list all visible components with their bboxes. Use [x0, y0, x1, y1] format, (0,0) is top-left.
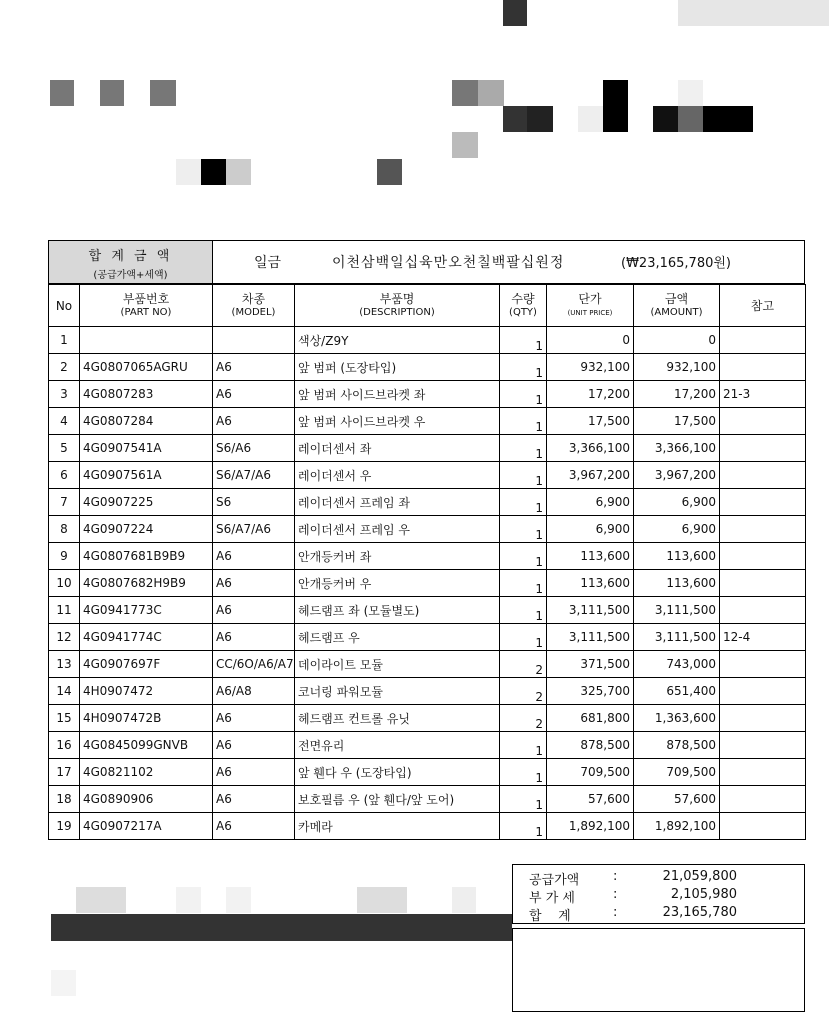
- note-cell: [720, 597, 806, 624]
- unit-price-cell: 57,600: [547, 786, 634, 813]
- redaction-block: [452, 80, 478, 106]
- redaction-block: [226, 159, 251, 185]
- model-cell: A6: [213, 624, 295, 651]
- model-cell: A6: [213, 786, 295, 813]
- note-cell: [720, 786, 806, 813]
- row-number-cell: 9: [49, 543, 80, 570]
- part-number-cell: 4G0807681B9B9: [80, 543, 213, 570]
- part-number-cell: [80, 327, 213, 354]
- amount-cell: 651,400: [634, 678, 720, 705]
- quantity-cell: 1: [500, 624, 547, 651]
- header-unit-price: 단가 (UNIT PRICE): [547, 285, 634, 327]
- header-model: 차종 (MODEL): [213, 285, 295, 327]
- redaction-block: [100, 80, 124, 106]
- part-number-cell: 4G0907541A: [80, 435, 213, 462]
- amount-cell: 1,892,100: [634, 813, 720, 840]
- redaction-block: [357, 887, 407, 913]
- table-header-row: [49, 285, 806, 327]
- redaction-block: [678, 0, 829, 26]
- description-cell: 레이더센서 프레임 우: [295, 516, 500, 543]
- part-number-cell: 4G0907224: [80, 516, 213, 543]
- model-cell: S6/A6: [213, 435, 295, 462]
- model-cell: A6: [213, 381, 295, 408]
- unit-price-cell: 17,200: [547, 381, 634, 408]
- row-number-cell: 10: [49, 570, 80, 597]
- table-row: [49, 651, 806, 678]
- table-row: [49, 489, 806, 516]
- row-number-cell: 11: [49, 597, 80, 624]
- redaction-block: [176, 159, 201, 185]
- redaction-block: [703, 106, 753, 132]
- parts-table: [48, 284, 806, 840]
- redaction-block: [478, 80, 504, 106]
- row-number-cell: 12: [49, 624, 80, 651]
- lower-empty-box: [512, 928, 805, 1012]
- part-number-cell: 4G0807065AGRU: [80, 354, 213, 381]
- model-cell: A6: [213, 813, 295, 840]
- part-number-cell: 4G0845099GNVB: [80, 732, 213, 759]
- note-cell: [720, 516, 806, 543]
- note-cell: [720, 678, 806, 705]
- colon: :: [613, 887, 618, 902]
- description-cell: 헤드램프 좌 (모듈별도): [295, 597, 500, 624]
- note-cell: [720, 813, 806, 840]
- row-number-cell: 8: [49, 516, 80, 543]
- header-amount: 금액 (AMOUNT): [634, 285, 720, 327]
- part-number-cell: 4G0941774C: [80, 624, 213, 651]
- model-cell: A6: [213, 570, 295, 597]
- model-cell: A6/A8: [213, 678, 295, 705]
- table-row: [49, 327, 806, 354]
- model-cell: A6: [213, 354, 295, 381]
- model-cell: CC/6O/A6/A7: [213, 651, 295, 678]
- unit-price-cell: 6,900: [547, 516, 634, 543]
- amount-cell: 6,900: [634, 516, 720, 543]
- description-cell: 색상/Z9Y: [295, 327, 500, 354]
- note-cell: [720, 327, 806, 354]
- redaction-bar: [51, 914, 512, 941]
- row-number-cell: 18: [49, 786, 80, 813]
- amount-prefix: 일금: [254, 255, 282, 271]
- table-row: [49, 759, 806, 786]
- description-cell: 앞 휀다 우 (도장타입): [295, 759, 500, 786]
- table-row: [49, 408, 806, 435]
- grand-total-label: 합 계: [529, 909, 571, 924]
- redaction-block: [653, 106, 678, 132]
- unit-price-cell: 6,900: [547, 489, 634, 516]
- model-cell: S6/A7/A6: [213, 516, 295, 543]
- quantity-cell: 1: [500, 786, 547, 813]
- row-number-cell: 7: [49, 489, 80, 516]
- header-description: 부품명 (DESCRIPTION): [295, 285, 500, 327]
- quantity-cell: 2: [500, 705, 547, 732]
- model-cell: A6: [213, 759, 295, 786]
- redaction-block: [226, 887, 251, 913]
- description-cell: 전면유리: [295, 732, 500, 759]
- table-row: [49, 516, 806, 543]
- table-row: [49, 435, 806, 462]
- quantity-cell: 1: [500, 516, 547, 543]
- row-number-cell: 3: [49, 381, 80, 408]
- redaction-block: [51, 970, 76, 996]
- part-number-cell: 4G0807284: [80, 408, 213, 435]
- grand-total-value: 23,165,780: [662, 905, 737, 920]
- row-number-cell: 15: [49, 705, 80, 732]
- unit-price-cell: 932,100: [547, 354, 634, 381]
- header-no: No: [49, 285, 80, 327]
- table-row: [49, 381, 806, 408]
- amount-cell: 17,500: [634, 408, 720, 435]
- note-cell: [720, 543, 806, 570]
- unit-price-cell: 1,892,100: [547, 813, 634, 840]
- table-row: [49, 354, 806, 381]
- table-row: [49, 543, 806, 570]
- note-cell: [720, 408, 806, 435]
- header-note: 참고: [720, 285, 806, 327]
- colon: :: [613, 869, 618, 884]
- unit-price-cell: 371,500: [547, 651, 634, 678]
- part-number-cell: 4H0907472: [80, 678, 213, 705]
- redaction-block: [678, 106, 703, 132]
- amount-cell: 878,500: [634, 732, 720, 759]
- description-cell: 앞 범퍼 사이드브라켓 우: [295, 408, 500, 435]
- quantity-cell: 1: [500, 381, 547, 408]
- table-row: [49, 813, 806, 840]
- description-cell: 헤드램프 컨트롤 유닛: [295, 705, 500, 732]
- description-cell: 데이라이트 모듈: [295, 651, 500, 678]
- supply-value: 21,059,800: [662, 869, 737, 884]
- note-cell: 12-4: [720, 624, 806, 651]
- part-number-cell: 4G0807682H9B9: [80, 570, 213, 597]
- description-cell: 레이더센서 프레임 좌: [295, 489, 500, 516]
- quantity-cell: 1: [500, 354, 547, 381]
- redaction-block: [578, 106, 603, 132]
- amount-in-won: (₩23,165,780원): [621, 256, 731, 271]
- colon: :: [613, 905, 618, 920]
- part-number-cell: 4G0890906: [80, 786, 213, 813]
- model-cell: S6/A7/A6: [213, 462, 295, 489]
- redaction-block: [377, 159, 402, 185]
- description-cell: 레이더센서 우: [295, 462, 500, 489]
- amount-cell: 932,100: [634, 354, 720, 381]
- unit-price-cell: 17,500: [547, 408, 634, 435]
- redaction-block: [527, 106, 553, 132]
- note-cell: [720, 570, 806, 597]
- total-label: 합 계 금 액: [88, 249, 173, 264]
- part-number-cell: 4G0941773C: [80, 597, 213, 624]
- vat-value: 2,105,980: [670, 887, 737, 902]
- note-cell: [720, 354, 806, 381]
- row-number-cell: 1: [49, 327, 80, 354]
- note-cell: [720, 732, 806, 759]
- amount-cell: 0: [634, 327, 720, 354]
- quantity-cell: 1: [500, 327, 547, 354]
- table-row: [49, 786, 806, 813]
- redaction-block: [150, 80, 176, 106]
- amount-in-words: 이천삼백일십육만오천칠백팔십원정: [332, 255, 565, 271]
- row-number-cell: 16: [49, 732, 80, 759]
- redaction-block: [50, 80, 74, 106]
- row-number-cell: 4: [49, 408, 80, 435]
- quantity-cell: 1: [500, 813, 547, 840]
- model-cell: A6: [213, 543, 295, 570]
- amount-cell: 17,200: [634, 381, 720, 408]
- amount-cell: 6,900: [634, 489, 720, 516]
- header-part-no: 부품번호 (PART NO): [80, 285, 213, 327]
- model-cell: A6: [213, 597, 295, 624]
- row-number-cell: 5: [49, 435, 80, 462]
- unit-price-cell: 325,700: [547, 678, 634, 705]
- description-cell: 안개등커버 우: [295, 570, 500, 597]
- part-number-cell: 4G0907561A: [80, 462, 213, 489]
- redaction-block: [678, 80, 703, 106]
- quantity-cell: 1: [500, 732, 547, 759]
- redaction-block: [452, 132, 478, 158]
- note-cell: [720, 435, 806, 462]
- part-number-cell: 4G0907225: [80, 489, 213, 516]
- total-label-cell: [49, 241, 213, 283]
- description-cell: 보호필름 우 (앞 휀다/앞 도어): [295, 786, 500, 813]
- quantity-cell: 1: [500, 570, 547, 597]
- table-row: [49, 678, 806, 705]
- amount-cell: 709,500: [634, 759, 720, 786]
- redaction-block: [176, 887, 201, 913]
- part-number-cell: 4G0907217A: [80, 813, 213, 840]
- unit-price-cell: 3,967,200: [547, 462, 634, 489]
- model-cell: [213, 327, 295, 354]
- row-number-cell: 17: [49, 759, 80, 786]
- unit-price-cell: 681,800: [547, 705, 634, 732]
- part-number-cell: 4H0907472B: [80, 705, 213, 732]
- quantity-cell: 2: [500, 651, 547, 678]
- redaction-block: [76, 887, 126, 913]
- redaction-block: [603, 80, 628, 132]
- description-cell: 앞 범퍼 사이드브라켓 좌: [295, 381, 500, 408]
- unit-price-cell: 709,500: [547, 759, 634, 786]
- redaction-block: [201, 159, 226, 185]
- note-cell: [720, 759, 806, 786]
- table-row: [49, 462, 806, 489]
- redaction-block: [503, 106, 527, 132]
- amount-cell: 3,967,200: [634, 462, 720, 489]
- amount-cell: 113,600: [634, 543, 720, 570]
- table-row: [49, 624, 806, 651]
- description-cell: 카메라: [295, 813, 500, 840]
- quantity-cell: 1: [500, 408, 547, 435]
- quantity-cell: 1: [500, 597, 547, 624]
- vat-label: 부 가 세: [529, 891, 575, 906]
- table-row: [49, 705, 806, 732]
- description-cell: 안개등커버 좌: [295, 543, 500, 570]
- total-amount-row: [48, 240, 805, 284]
- part-number-cell: 4G0807283: [80, 381, 213, 408]
- note-cell: [720, 462, 806, 489]
- note-cell: [720, 651, 806, 678]
- note-cell: [720, 705, 806, 732]
- redaction-block: [452, 887, 476, 913]
- quantity-cell: 1: [500, 435, 547, 462]
- row-number-cell: 13: [49, 651, 80, 678]
- unit-price-cell: 113,600: [547, 543, 634, 570]
- redaction-block: [503, 0, 527, 26]
- total-label-sub: (공급가액+세액): [93, 270, 168, 281]
- description-cell: 코너링 파워모듈: [295, 678, 500, 705]
- unit-price-cell: 0: [547, 327, 634, 354]
- amount-cell: 3,366,100: [634, 435, 720, 462]
- quantity-cell: 2: [500, 678, 547, 705]
- summary-box: [512, 864, 805, 924]
- amount-cell: 113,600: [634, 570, 720, 597]
- row-number-cell: 14: [49, 678, 80, 705]
- amount-cell: 1,363,600: [634, 705, 720, 732]
- quantity-cell: 1: [500, 543, 547, 570]
- description-cell: 헤드램프 우: [295, 624, 500, 651]
- row-number-cell: 2: [49, 354, 80, 381]
- quantity-cell: 1: [500, 462, 547, 489]
- unit-price-cell: 113,600: [547, 570, 634, 597]
- table-row: [49, 732, 806, 759]
- supply-label: 공급가액: [529, 873, 580, 888]
- amount-cell: 3,111,500: [634, 597, 720, 624]
- part-number-cell: 4G0821102: [80, 759, 213, 786]
- note-cell: [720, 489, 806, 516]
- note-cell: 21-3: [720, 381, 806, 408]
- amount-cell: 57,600: [634, 786, 720, 813]
- model-cell: A6: [213, 732, 295, 759]
- table-row: [49, 597, 806, 624]
- row-number-cell: 6: [49, 462, 80, 489]
- unit-price-cell: 3,111,500: [547, 597, 634, 624]
- model-cell: S6: [213, 489, 295, 516]
- part-number-cell: 4G0907697F: [80, 651, 213, 678]
- quantity-cell: 1: [500, 489, 547, 516]
- model-cell: A6: [213, 408, 295, 435]
- row-number-cell: 19: [49, 813, 80, 840]
- table-row: [49, 570, 806, 597]
- quantity-cell: 1: [500, 759, 547, 786]
- model-cell: A6: [213, 705, 295, 732]
- unit-price-cell: 878,500: [547, 732, 634, 759]
- unit-price-cell: 3,111,500: [547, 624, 634, 651]
- description-cell: 앞 범퍼 (도장타입): [295, 354, 500, 381]
- unit-price-cell: 3,366,100: [547, 435, 634, 462]
- header-qty: 수량 (QTY): [500, 285, 547, 327]
- amount-cell: 743,000: [634, 651, 720, 678]
- amount-cell: 3,111,500: [634, 624, 720, 651]
- description-cell: 레이더센서 좌: [295, 435, 500, 462]
